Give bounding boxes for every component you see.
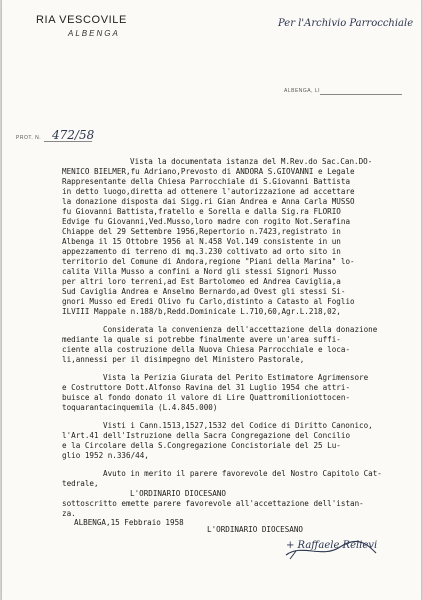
letterhead-title: RIA VESCOVILE (36, 14, 127, 26)
protocol-label: PROT. N. (16, 135, 42, 141)
body-line: Avuto in merito il parere favorevole del Nostro Capitolo Cat- (103, 469, 382, 478)
body-line: Albenga il 15 Ottobre 1956 al N.458 Vol.149 consistente in un (62, 237, 341, 246)
body-line: la donazione disposta dai Sigg.ri Gian Andrea e Anna Carla MUSSO (62, 197, 355, 206)
body-line: e la Circolare della S.Congregazione Concistoriale del 25 Lu- (62, 441, 341, 450)
document-page (2, 0, 421, 600)
body-line: za. (62, 509, 76, 518)
body-line: appezzamento di terreno di mq.3.230 coltivato ad orto sito in (62, 247, 341, 256)
body-line: territorio del Comune di Andora,regione "Piani della Marina" lo- (62, 257, 355, 266)
document-body (2, 0, 421, 600)
body-line: ILVIII Mappale n.188/b,Redd.Dominicale L.710,60,Agr.L.218,02, (62, 307, 341, 316)
body-line: Considerata la convenienza dell'accettazione della donazione (103, 325, 378, 334)
body-line: buisce al fondo donato il valore di Lire Quattromilioniottocen- (62, 393, 351, 402)
protocol-number: 472/58 (52, 128, 95, 142)
body-line: per altri loro terreni,ad Est Bartolomeo ed Andrea Caviglia,a (62, 277, 341, 286)
body-line: toquarantacinquemila (L.4.845.000) (62, 403, 218, 412)
body-line: glio 1952 n.336/44, (62, 451, 149, 460)
date-label: ALBENGA, LI (284, 88, 321, 94)
body-line: mediante la quale si potrebbe finalmente avere un'area suffi- (62, 335, 341, 344)
ordinary-heading: L'ORDINARIO DIOCESANO (130, 489, 227, 498)
closing-date: ALBENGA,15 Febbraio 1958 (74, 518, 184, 527)
body-line: Edvige fu Giovanni,Ved.Musso,loro madre con rogito Not.Serafina (62, 217, 351, 226)
letterhead-city: ALBENGA (68, 29, 120, 38)
handwritten-signature: + Raffaele Relievi (286, 540, 378, 551)
body-line: Visti i Cann.1513,1527,1532 del Codice di Diritto Canonico, (103, 421, 373, 430)
signatory-title: L'ORDINARIO DIOCESANO (207, 525, 304, 534)
body-line: ciente alla costruzione della Nuova Chiesa Parrocchiale e loca- (62, 345, 351, 354)
body-line: e Costruttore Dott.Alfonso Ravina del 31 Luglio 1954 che attri- (62, 383, 351, 392)
body-line: l'Art.41 dell'Istruzione della Sacra Congregazione del Concilio (62, 431, 351, 440)
body-line: Sud Caviglia Andrea e Anselmo Bernardo,ad Ovest gli stessi Si- (62, 287, 346, 296)
handwritten-archive-note: Per l'Archivio Parrocchiale (278, 18, 414, 29)
body-line: calita Villa Musso a confini a Nord gli stessi Signori Musso (62, 267, 337, 276)
body-line: sottoscritto emette parere favorevole all'accettazione dell'istan- (62, 499, 364, 508)
body-line: li,annessi per il disimpegno del Ministero Pastorale, (62, 355, 305, 364)
body-line: Rappresentante della Chiesa Parrocchiale di S.Giovanni Battista (62, 177, 351, 186)
body-line: MENICO BIELMER,fu Adriano,Prevosto di ANDORA S.GIOVANNI e Legale (62, 167, 355, 176)
body-line: in detto luogo,diretta ad ottenere l'autorizzazione ad accettare (62, 187, 355, 196)
body-line: Vista la Perizia Giurata del Perito Estimatore Agrimensore (103, 373, 369, 382)
body-line: Chiappe del 29 Settembre 1956,Repertorio n.7423,registrato in (62, 227, 341, 236)
body-line: gnori Musso ed Eredi Olivo fu Carlo,distinto a Catasto al Foglio (62, 297, 355, 306)
body-line: fu Giovanni Battista,fratello e Sorella e dalla Sig.ra FLORIO (62, 207, 341, 216)
body-line: tedrale, (62, 479, 99, 488)
body-line: Vista la documentata istanza del M.Rev.do Sac.Can.DO- (130, 157, 373, 166)
